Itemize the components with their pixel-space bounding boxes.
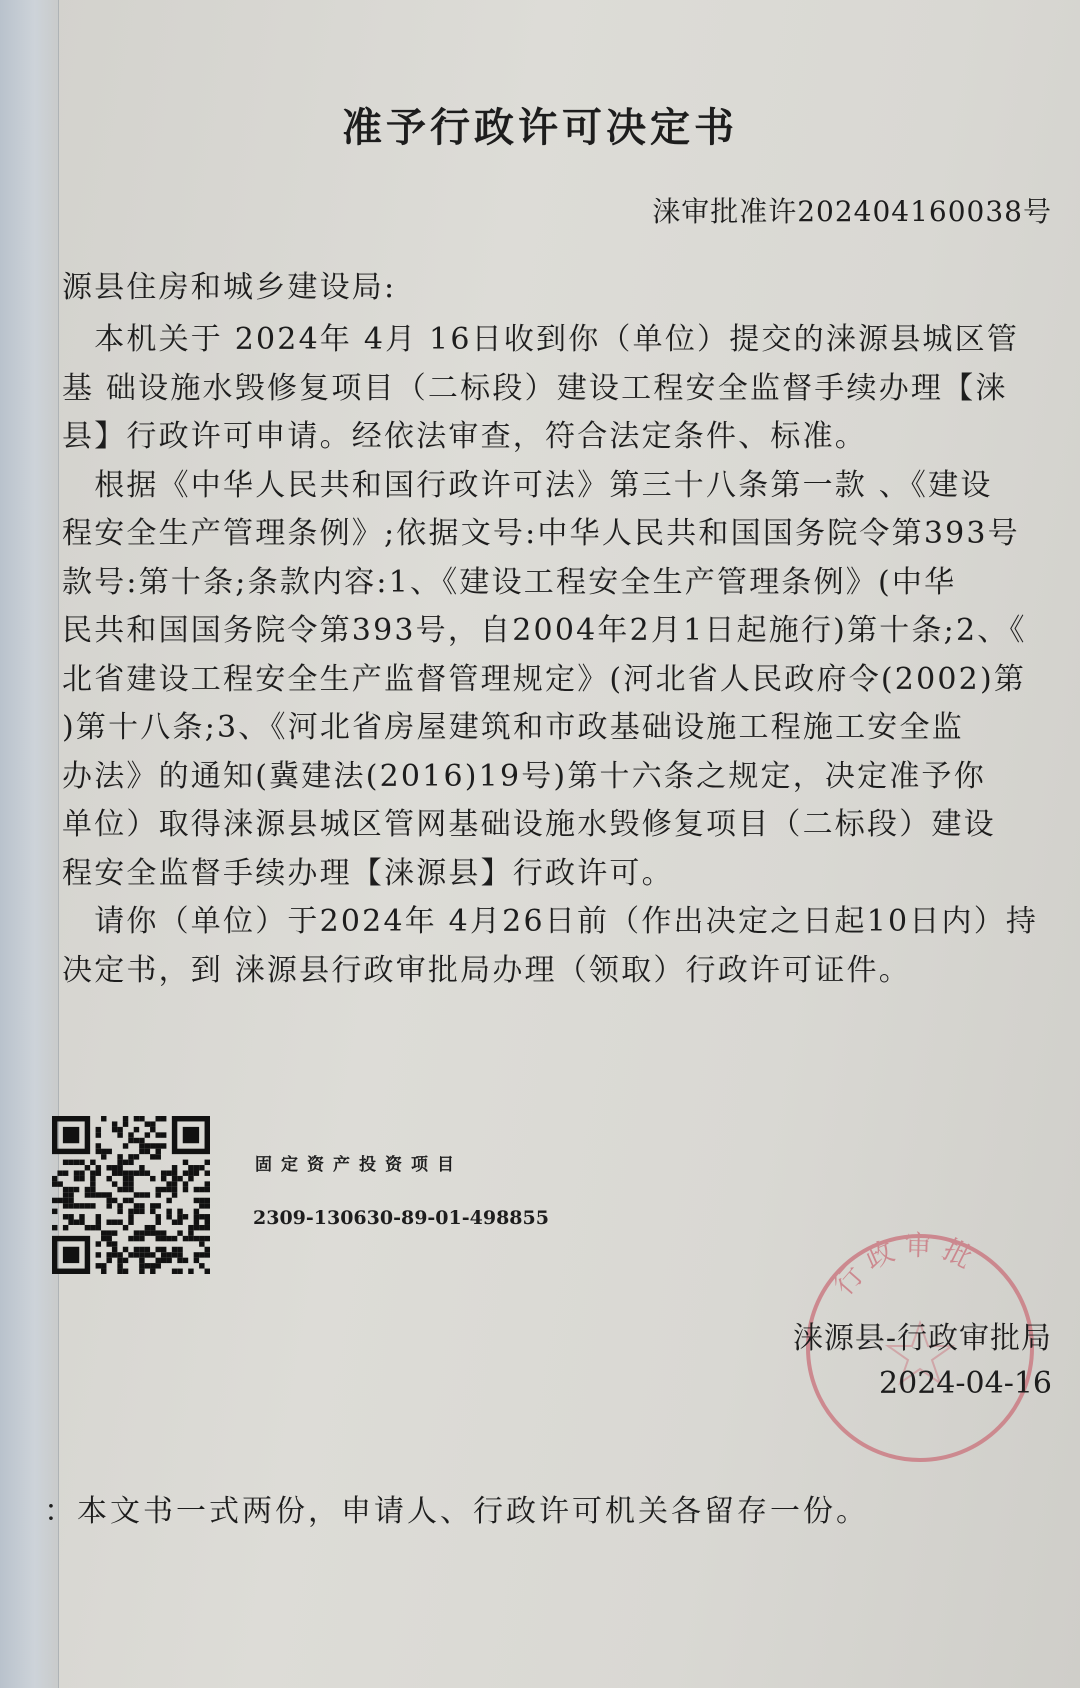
footer-note: ：本文书一式两份，申请人、行政许可机关各留存一份。 — [44, 1494, 869, 1529]
body-line: 本机关于 2024年 4月 16日收到你（单位）提交的涞源县城区管 — [62, 322, 1020, 357]
body-line: 单位）取得涞源县城区管网基础设施水毁修复项目（二标段）建设 — [62, 807, 996, 842]
body-line: 根据《中华人民共和国行政许可法》第三十八条第一款 、《建设 — [62, 467, 993, 503]
document-title: 准予行政许可决定书 — [342, 105, 738, 151]
document-number: 涞审批准许202404160038号 — [652, 195, 1052, 228]
body-line: 程安全生产管理条例》;依据文号:中华人民共和国国务院令第393号 — [62, 516, 1020, 551]
body-line: 办法》的通知(冀建法(2016)19号)第十六条之规定，决定准予你 — [62, 758, 986, 794]
issue-date: 2024-04-16 — [879, 1366, 1052, 1401]
qr-code — [52, 1115, 210, 1275]
qr-label: 固定资产投资项目 — [255, 1155, 463, 1175]
body-line: 县】行政许可申请。经依法审查，符合法定条件、标准。 — [62, 419, 867, 454]
issuing-authority: 涞源县-行政审批局 — [792, 1321, 1052, 1356]
body-line: 民共和国国务院令第393号，自2004年2月1日起施行)第十条;2、《 — [62, 613, 1027, 648]
body-line: )第十八条;3、《河北省房屋建筑和市政基础设施工程施工安全监 — [62, 710, 964, 745]
page-edge — [0, 0, 59, 1688]
body-line: 请你（单位）于2024年 4月26日前（作出决定之日起10日内）持 — [62, 904, 1039, 939]
body-line: 基 础设施水毁修复项目（二标段）建设工程安全监督手续办理【涞 — [62, 370, 1008, 406]
body-line: 北省建设工程安全生产监督管理规定》(河北省人民政府令(2002)第 — [62, 661, 1027, 697]
addressee: 源县住房和城乡建设局: — [62, 270, 397, 305]
project-code: 2309-130630-89-01-498855 — [253, 1207, 549, 1229]
body-line: 程安全监督手续办理【涞源县】行政许可。 — [62, 855, 674, 891]
body-line: 款号:第十条;条款内容:1、《建设工程安全生产管理条例》(中华 — [62, 564, 957, 600]
svg-text:行政审批: 行政审批 — [826, 1228, 985, 1302]
body-line: 决定书，到 涞源县行政审批局办理（领取）行政许可证件。 — [62, 952, 911, 988]
